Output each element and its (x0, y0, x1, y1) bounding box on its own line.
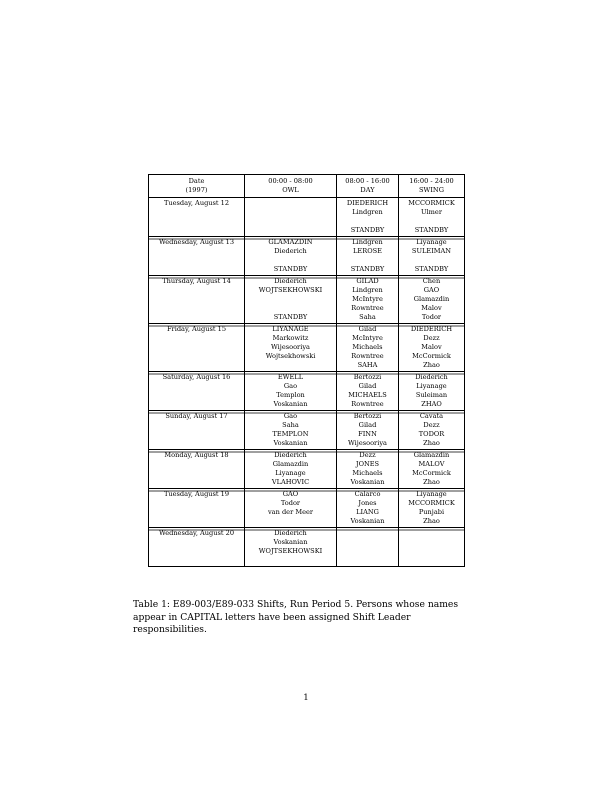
date-text: Tuesday, August 12 (163, 199, 230, 207)
date-cell (149, 528, 245, 567)
swing-person-name: ZHAO (421, 400, 442, 408)
day-person-name: LIANG (356, 508, 379, 516)
swing-shift-cell (399, 276, 465, 324)
owl-shift-cell (245, 276, 337, 324)
table-row (149, 324, 465, 372)
swing-person-name: Zhao (423, 439, 440, 447)
owl-person-name (246, 304, 335, 313)
date-text: Sunday, August 17 (165, 412, 228, 420)
day-person-name: JONES (355, 460, 380, 468)
header-day (337, 175, 399, 198)
swing-person-name (400, 256, 463, 265)
day-person-name (338, 529, 397, 538)
owl-shift-cell (245, 198, 337, 237)
header-swing-name: SWING (419, 186, 444, 194)
swing-person-name: McCormick (412, 469, 451, 477)
swing-shift-cell (399, 372, 465, 411)
day-person-name: Gilad (358, 382, 377, 390)
day-person-name: Bertozzi (353, 412, 382, 420)
owl-person-name (246, 226, 335, 235)
swing-person-name (400, 547, 463, 556)
owl-person-name: Todor (280, 499, 301, 507)
header-date-year: (1997) (185, 186, 208, 194)
table-row (149, 489, 465, 528)
day-person-name: Lindgren (352, 208, 383, 216)
swing-shift-cell (399, 489, 465, 528)
day-person-name: Saha (359, 313, 376, 321)
table-header (149, 175, 465, 198)
day-person-name: Rowntree (351, 352, 384, 360)
owl-person-name (246, 295, 335, 304)
day-person-name: Gilad (358, 325, 377, 333)
day-shift-cell (337, 276, 399, 324)
owl-person-name: Diederich (274, 277, 307, 285)
owl-person-name: GLAMAZDIN (268, 238, 313, 246)
swing-shift-cell (399, 450, 465, 489)
owl-person-name: VLAHOVIC (271, 478, 310, 486)
day-person-name: Wijesooriya (348, 439, 387, 447)
swing-person-name: Liyanage (416, 490, 447, 498)
date-cell (149, 198, 245, 237)
header-day-name: DAY (360, 186, 375, 194)
owl-shift-cell (245, 489, 337, 528)
day-shift-cell (337, 198, 399, 237)
owl-person-name: WOJTSEKHOWSKI (258, 547, 323, 555)
swing-person-name: Glamazdin (413, 295, 450, 303)
day-person-name: Lindgren (352, 238, 383, 246)
swing-person-name: Todor (421, 313, 442, 321)
day-person-name: Jones (358, 499, 377, 507)
header-day-time: 08:00 - 16:00 (345, 177, 390, 185)
date-cell (149, 324, 245, 372)
owl-person-name: STANDBY (273, 265, 308, 273)
owl-person-name: Voskanian (273, 439, 308, 447)
day-person-name: LEROSE (353, 247, 382, 255)
day-shift-cell (337, 372, 399, 411)
swing-person-name (400, 217, 463, 226)
date-cell (149, 372, 245, 411)
day-person-name: GILAD (356, 277, 379, 285)
day-person-name: STANDBY (350, 226, 385, 234)
swing-person-name: TODOR (418, 430, 445, 438)
owl-person-name (246, 217, 335, 226)
day-person-name: Rowntree (351, 400, 384, 408)
day-person-name: SAHA (357, 361, 378, 369)
header-swing-time: 16:00 - 24:00 (409, 177, 454, 185)
owl-person-name: Voskanian (273, 400, 308, 408)
swing-person-name: Zhao (423, 517, 440, 525)
swing-person-name: Cavata (419, 412, 444, 420)
date-text: Friday, August 15 (166, 325, 227, 333)
shift-schedule-table (148, 174, 465, 567)
owl-person-name (246, 361, 335, 370)
day-shift-cell (337, 450, 399, 489)
day-person-name (338, 256, 397, 265)
swing-shift-cell (399, 198, 465, 237)
swing-person-name: Dezz (423, 421, 440, 429)
day-person-name (338, 556, 397, 565)
date-cell (149, 276, 245, 324)
day-person-name: MICHAELS (348, 391, 387, 399)
day-person-name (338, 217, 397, 226)
swing-shift-cell (399, 237, 465, 276)
owl-person-name: Diederich (274, 247, 307, 255)
swing-person-name: STANDBY (414, 265, 449, 273)
owl-person-name: Wijesooriya (271, 343, 310, 351)
day-person-name: FINN (358, 430, 377, 438)
page-number: 1 (303, 693, 309, 703)
owl-person-name: Templon (276, 391, 305, 399)
date-text: Wednesday, August 20 (158, 529, 235, 537)
owl-shift-cell (245, 450, 337, 489)
swing-person-name (400, 529, 463, 538)
owl-person-name: LIYANAGE (272, 325, 309, 333)
swing-person-name: MCCORMICK (408, 199, 455, 207)
owl-person-name: WOJTSEKHOWSKI (258, 286, 323, 294)
owl-shift-cell (245, 528, 337, 567)
swing-shift-cell (399, 411, 465, 450)
date-cell (149, 411, 245, 450)
day-person-name: Dezz (359, 451, 376, 459)
table-row (149, 237, 465, 276)
owl-person-name: Gao (283, 412, 298, 420)
owl-person-name: Diederich (274, 529, 307, 537)
swing-shift-cell (399, 324, 465, 372)
day-person-name: Bertozzi (353, 373, 382, 381)
swing-person-name: Dezz (423, 334, 440, 342)
day-person-name: Michaels (352, 343, 383, 351)
owl-person-name (246, 256, 335, 265)
owl-person-name (246, 199, 335, 208)
day-person-name: Lindgren (352, 286, 383, 294)
swing-person-name: Zhao (423, 478, 440, 486)
table-row (149, 198, 465, 237)
owl-person-name (246, 517, 335, 526)
table-row (149, 411, 465, 450)
swing-person-name: Glamazdin (413, 451, 450, 459)
swing-person-name: DIEDERICH (410, 325, 453, 333)
swing-person-name: MALOV (418, 460, 445, 468)
header-owl-time: 00:00 - 08:00 (268, 177, 313, 185)
swing-person-name: McCormick (412, 352, 451, 360)
header-owl (245, 175, 337, 198)
date-cell (149, 237, 245, 276)
owl-person-name (246, 556, 335, 565)
owl-shift-cell (245, 324, 337, 372)
swing-person-name: Malov (421, 343, 442, 351)
table-caption: Table 1: E89-003/E89-033 Shifts, Run Period 5. Persons whose names appear in CAPITAL letters have been assigned Shift Leader responsibilities. (133, 599, 459, 635)
owl-person-name: GAO (282, 490, 299, 498)
swing-person-name: Zhao (423, 361, 440, 369)
date-text: Saturday, August 16 (162, 373, 231, 381)
date-text: Monday, August 18 (164, 451, 229, 459)
date-cell (149, 489, 245, 528)
owl-person-name: Saha (282, 421, 299, 429)
owl-shift-cell (245, 372, 337, 411)
swing-person-name: MCCORMICK (408, 499, 455, 507)
day-shift-cell (337, 411, 399, 450)
date-text: Wednesday, August 13 (158, 238, 235, 246)
swing-person-name: Liyanage (416, 382, 447, 390)
swing-person-name: Diederich (415, 373, 448, 381)
date-cell (149, 450, 245, 489)
day-shift-cell (337, 528, 399, 567)
day-shift-cell (337, 324, 399, 372)
swing-person-name: STANDBY (414, 226, 449, 234)
day-person-name: McIntyre (352, 334, 383, 342)
day-person-name: Michaels (352, 469, 383, 477)
swing-person-name: Liyanage (416, 238, 447, 246)
table-row (149, 276, 465, 324)
owl-shift-cell (245, 411, 337, 450)
owl-person-name: EWELL (277, 373, 304, 381)
swing-person-name: Ulmer (421, 208, 442, 216)
date-text: Tuesday, August 19 (163, 490, 230, 498)
day-person-name: Voskanian (350, 478, 385, 486)
owl-person-name: Liyanage (275, 469, 306, 477)
day-person-name (338, 538, 397, 547)
owl-shift-cell (245, 237, 337, 276)
day-shift-cell (337, 237, 399, 276)
header-date-title: Date (188, 177, 205, 185)
swing-person-name (400, 538, 463, 547)
owl-person-name: van der Meer (267, 508, 314, 516)
swing-person-name: Chen (422, 277, 441, 285)
day-person-name: Voskanian (350, 517, 385, 525)
day-person-name: DIEDERICH (346, 199, 389, 207)
day-person-name (338, 547, 397, 556)
swing-shift-cell (399, 528, 465, 567)
day-person-name: Calarco (354, 490, 381, 498)
day-person-name: McIntyre (352, 295, 383, 303)
day-person-name: STANDBY (350, 265, 385, 273)
swing-person-name: GAO (423, 286, 440, 294)
owl-person-name: Glamazdin (272, 460, 309, 468)
owl-person-name: Voskanian (273, 538, 308, 546)
day-person-name: Rowntree (351, 304, 384, 312)
owl-person-name: Diederich (274, 451, 307, 459)
table-row (149, 372, 465, 411)
header-owl-name: OWL (282, 186, 299, 194)
owl-person-name: Wojtsekhowski (265, 352, 316, 360)
swing-person-name: SULEIMAN (411, 247, 452, 255)
table-body (149, 198, 465, 567)
swing-person-name (400, 556, 463, 565)
header-date (149, 175, 245, 198)
swing-person-name: Malov (421, 304, 442, 312)
day-person-name: Gilad (358, 421, 377, 429)
date-text: Thursday, August 14 (162, 277, 231, 285)
swing-person-name: Suleiman (415, 391, 448, 399)
owl-person-name: Markowitz (272, 334, 309, 342)
owl-person-name (246, 208, 335, 217)
owl-person-name: Gao (283, 382, 298, 390)
table-row (149, 528, 465, 567)
day-shift-cell (337, 489, 399, 528)
table-row (149, 450, 465, 489)
owl-person-name: TEMPLON (272, 430, 309, 438)
header-swing (399, 175, 465, 198)
owl-person-name: STANDBY (273, 313, 308, 321)
swing-person-name: Punjabi (418, 508, 445, 516)
